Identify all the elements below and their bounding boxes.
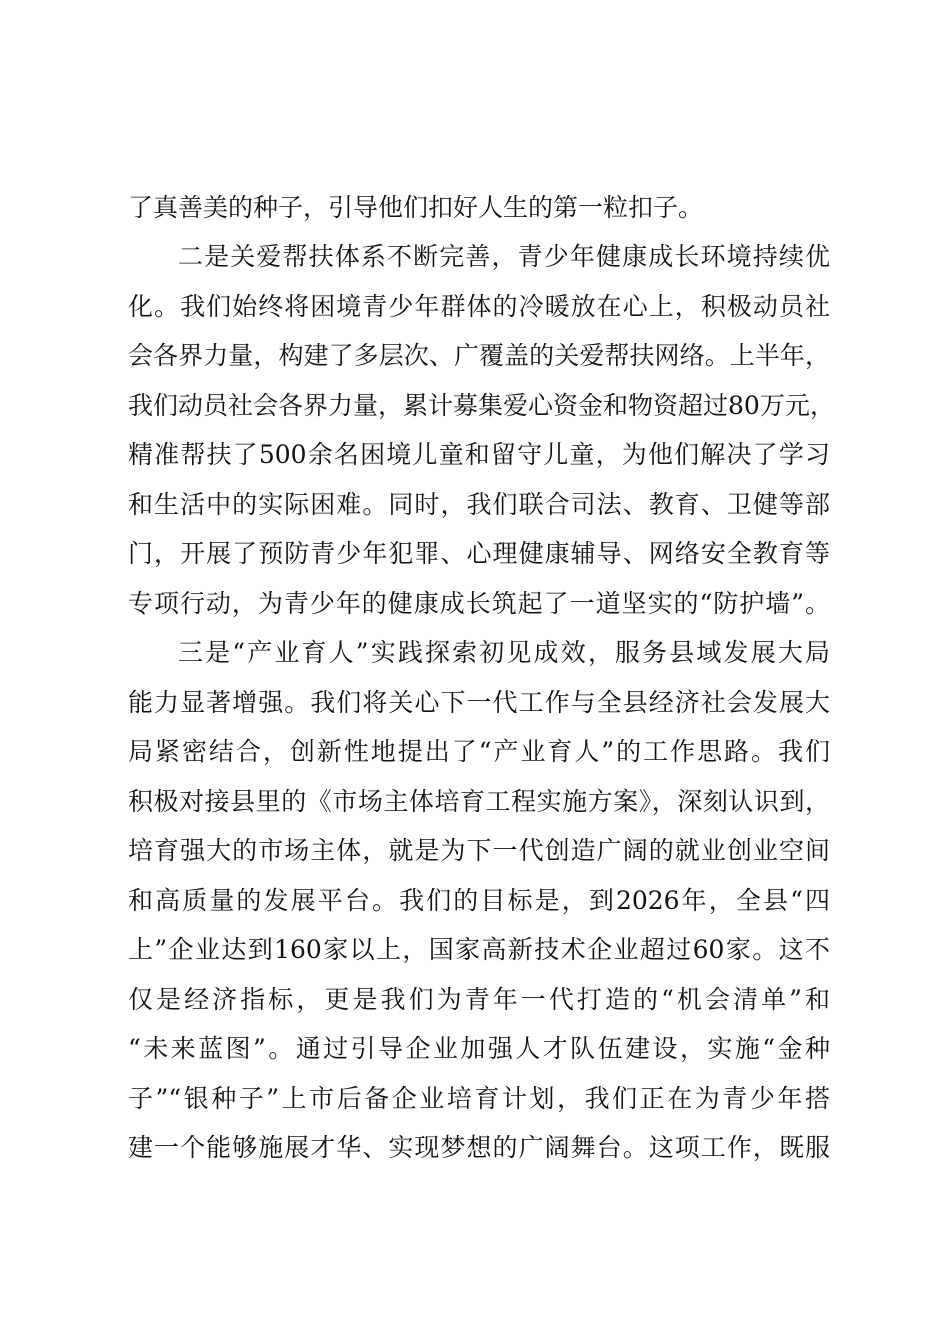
text-line: 子”“银种子”上市后备企业培育计划，我们正在为青少年搭 [128,1084,830,1113]
text-line: 了真善美的种子，引导他们扣好人生的第一粒扣子。 [128,193,704,222]
text-line: 上”企业达到160家以上，国家高新技术企业超过60家。这不 [128,935,830,964]
text-line: 我们动员社会各界力量，累计募集爱心资金和物资超过80万元， [128,391,835,420]
text-line: 积极对接县里的《市场主体培育工程实施方案》，深刻认识到， [128,787,830,816]
text-line: 专项行动，为青少年的健康成长筑起了一道坚实的“防护墙”。 [128,589,830,618]
text-line: 培育强大的市场主体，就是为下一代创造广阔的就业创业空间 [128,836,830,865]
text-line: 精准帮扶了500余名困境儿童和留守儿童，为他们解决了学习 [128,440,830,469]
paragraph-start-line: 二是关爱帮扶体系不断完善，青少年健康成长环境持续优 [178,242,830,271]
text-line: 门，开展了预防青少年犯罪、心理健康辅导、网络安全教育等 [128,539,830,568]
text-line: 建一个能够施展才华、实现梦想的广阔舞台。这项工作，既服 [128,1133,830,1162]
text-line: “未来蓝图”。通过引导企业加强人才队伍建设，实施“金种 [128,1034,830,1063]
text-line: 仅是经济指标，更是我们为青年一代打造的“机会清单”和 [128,985,830,1014]
paragraph-start-line: 三是“产业育人”实践探索初见成效，服务县域发展大局 [178,638,830,667]
text-line: 局紧密结合，创新性地提出了“产业育人”的工作思路。我们 [128,737,830,766]
text-line: 和高质量的发展平台。我们的目标是，到2026年，全县“四 [128,886,830,915]
text-line: 能力显著增强。我们将关心下一代工作与全县经济社会发展大 [128,688,830,717]
text-line: 和生活中的实际困难。同时，我们联合司法、教育、卫健等部 [128,490,830,519]
text-line: 会各界力量，构建了多层次、广覆盖的关爱帮扶网络。上半年， [128,341,830,370]
text-line: 化。我们始终将困境青少年群体的冷暖放在心上，积极动员社 [128,292,830,321]
